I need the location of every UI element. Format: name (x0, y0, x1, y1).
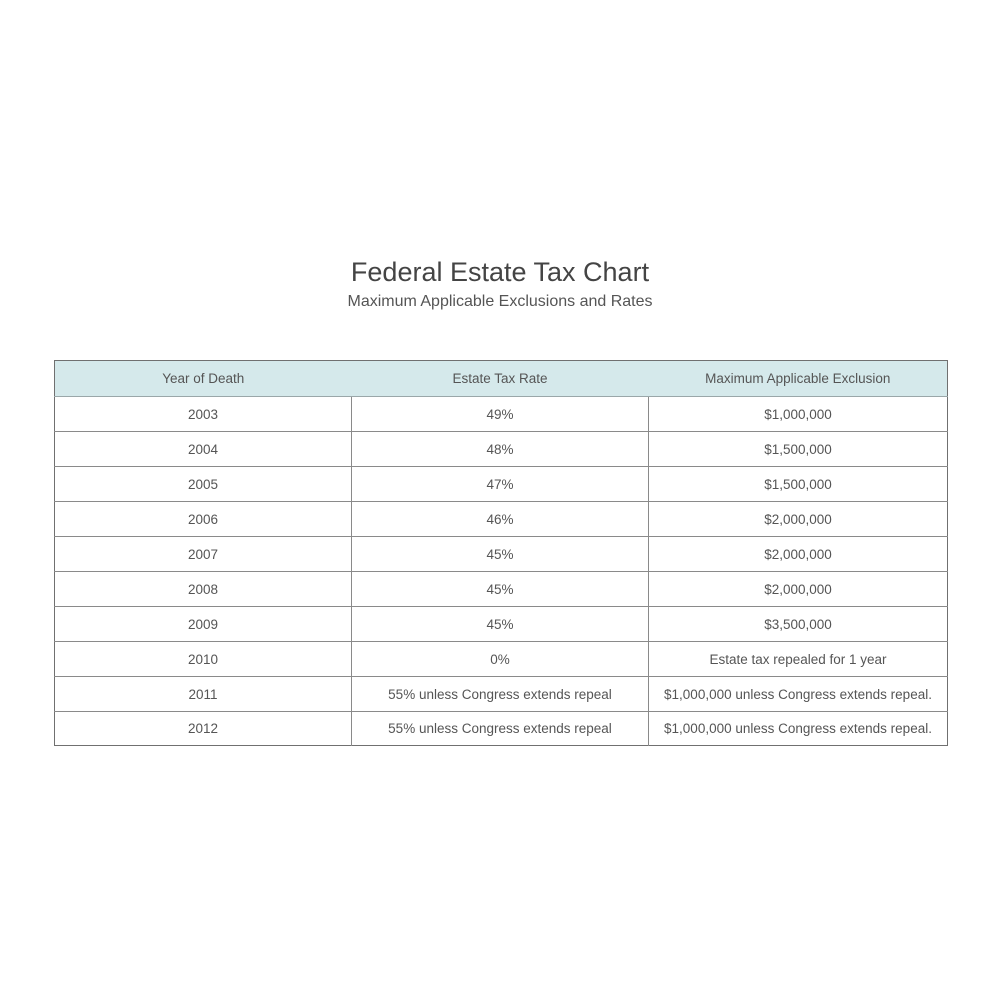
cell-year: 2005 (55, 467, 352, 502)
cell-rate: 55% unless Congress extends repeal (352, 677, 649, 712)
cell-rate: 48% (352, 432, 649, 467)
cell-rate: 0% (352, 642, 649, 677)
cell-year: 2011 (55, 677, 352, 712)
cell-exclusion: $1,000,000 unless Congress extends repeal. (649, 677, 948, 712)
table-row (55, 397, 948, 432)
column-header-exclusion: Maximum Applicable Exclusion (649, 361, 948, 397)
table-row (55, 432, 948, 467)
cell-year: 2004 (55, 432, 352, 467)
table-row (55, 467, 948, 502)
table-row (55, 712, 948, 746)
cell-rate: 55% unless Congress extends repeal (352, 712, 649, 746)
table-body (55, 397, 948, 746)
cell-rate: 46% (352, 502, 649, 537)
cell-rate: 45% (352, 572, 649, 607)
column-header-rate: Estate Tax Rate (352, 361, 649, 397)
cell-rate: 49% (352, 397, 649, 432)
cell-year: 2003 (187, 406, 219, 422)
cell-rate: 47% (352, 467, 649, 502)
table-row (55, 607, 948, 642)
estate-tax-table (54, 360, 948, 746)
cell-exclusion: $1,500,000 (649, 432, 948, 467)
column-header-year: Year of Death (55, 361, 352, 397)
cell-exclusion: $2,000,000 (649, 572, 948, 607)
cell-rate: 45% (352, 607, 649, 642)
cell-year: 2012 (55, 712, 352, 746)
cell-exclusion: $1,000,000 unless Congress extends repeal. (649, 712, 948, 746)
table-row (55, 642, 948, 677)
cell-exclusion: $1,500,000 (649, 467, 948, 502)
table-row (55, 572, 948, 607)
cell-exclusion: Estate tax repealed for 1 year (649, 642, 948, 677)
cell-exclusion: $2,000,000 (649, 537, 948, 572)
table-row (55, 502, 948, 537)
cell-year: 2008 (55, 572, 352, 607)
table-row (55, 677, 948, 712)
header-row (55, 361, 948, 397)
page-title: Federal Estate Tax Chart (350, 257, 650, 287)
cell-exclusion: $3,500,000 (649, 607, 948, 642)
cell-year: 2006 (55, 502, 352, 537)
page-subtitle: Maximum Applicable Exclusions and Rates (347, 293, 653, 310)
table-header (55, 361, 948, 397)
cell-rate: 45% (352, 537, 649, 572)
table-row (55, 537, 948, 572)
cell-exclusion: $1,000,000 (649, 397, 948, 432)
cell-year: 2010 (55, 642, 352, 677)
cell-year: 2009 (55, 607, 352, 642)
cell-year: 2007 (55, 537, 352, 572)
cell-exclusion: $2,000,000 (649, 502, 948, 537)
